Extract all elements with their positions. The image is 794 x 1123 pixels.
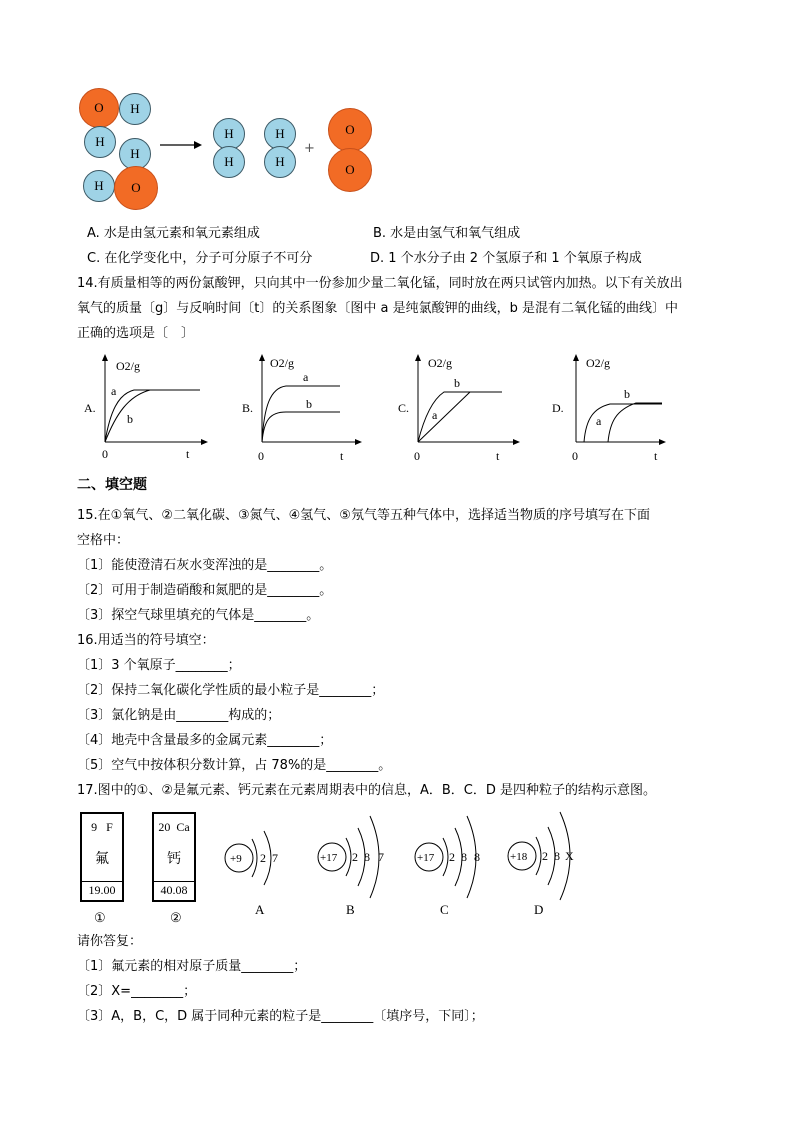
curve-b: [608, 403, 662, 442]
svg-text:+18: +18: [510, 851, 528, 863]
element-number-symbol: 9 F: [91, 820, 113, 834]
q16-line-6: 〔5〕空气中按体积分数计算，占 78%的是________。: [77, 758, 392, 773]
graph-option-label: C.: [398, 401, 410, 415]
q13-option-d: D. 1 个水分子由 2 个氢原子和 1 个氧原子构成: [370, 251, 642, 266]
svg-text:2: 2: [352, 850, 358, 864]
x-axis-label: t: [186, 447, 190, 461]
particle-diagram-c: [412, 808, 502, 922]
x-axis-label: t: [340, 449, 344, 463]
graph-option-label: D.: [552, 401, 564, 415]
element-card-fluorine: [80, 812, 124, 902]
element-mass: 40.08: [154, 881, 194, 898]
q15-line-4: 〔2〕可用于制造硝酸和氮肥的是________。: [77, 583, 333, 598]
svg-text:+9: +9: [230, 853, 242, 865]
hydrogen-atom: H: [83, 170, 115, 202]
card-label: ②: [170, 910, 182, 925]
origin-label: 0: [102, 447, 108, 461]
particle-diagram-d: [504, 806, 594, 922]
q17-intro: 17.图中的①、②是氟元素、钙元素在元素周期表中的信息，A．B．C．D 是四种粒子的结构示意图。: [77, 783, 657, 798]
curve-a: [418, 392, 502, 442]
svg-text:2: 2: [260, 851, 266, 865]
q13-option-c: C. 在化学变化中，分子可分原子不可分: [87, 251, 313, 266]
svg-text:+17: +17: [320, 852, 338, 864]
hydrogen-atom: H: [84, 126, 116, 158]
element-number-symbol: 20 Ca: [158, 820, 190, 834]
curve-b-label: b: [454, 376, 460, 390]
oxygen-atom: O: [328, 108, 372, 152]
oxygen-atom: O: [79, 88, 119, 128]
q15-line-1: 15.在①氧气、②二氧化碳、③氮气、④氢气、⑤氖气等五种气体中，选择适当物质的序号填写在下面: [77, 508, 650, 523]
svg-text:7: 7: [272, 851, 278, 865]
reaction-arrow-icon: [158, 138, 204, 152]
curve-a-label: a: [596, 414, 602, 428]
graph-option-label: B.: [242, 401, 254, 415]
svg-text:A: A: [255, 902, 265, 917]
svg-text:+17: +17: [417, 852, 435, 864]
q17-answer-line-1: 请你答复：: [77, 934, 143, 949]
curve-a: [262, 386, 340, 442]
x-axis-label: t: [654, 449, 658, 463]
svg-text:C: C: [440, 902, 449, 917]
q15-line-2: 空格中：: [77, 533, 130, 548]
svg-text:7: 7: [378, 850, 384, 864]
curve-a: [105, 390, 200, 442]
curve-b-label: b: [306, 397, 312, 411]
q16-line-1: 16.用适当的符号填空：: [77, 633, 215, 648]
curve-b: [262, 412, 340, 442]
element-mass: 19.00: [82, 881, 122, 898]
svg-text:8: 8: [554, 849, 560, 863]
graph-option-label: A.: [84, 401, 96, 415]
q14-line-2: 氧气的质量〔g〕与反响时间〔t〕的关系图象〔图中 a 是纯氯酸钾的曲线，b 是混有二氧化锰的曲线〕中: [77, 301, 678, 316]
q15-line-3: 〔1〕能使澄清石灰水变浑浊的是________。: [77, 558, 333, 573]
q16-line-3: 〔2〕保持二氧化碳化学性质的最小粒子是________；: [77, 683, 385, 698]
svg-text:8: 8: [474, 850, 480, 864]
svg-text:X: X: [565, 849, 574, 863]
curve-b-label: b: [127, 412, 133, 426]
particle-diagram-b: [314, 808, 404, 922]
curve-b-label: b: [624, 387, 630, 401]
graph-c: [396, 352, 526, 464]
particle-diagram-a: [222, 822, 302, 922]
section-title: 二、填空题: [77, 477, 147, 493]
card-label: ①: [94, 910, 106, 925]
q16-line-5: 〔4〕地壳中含量最多的金属元素________；: [77, 733, 333, 748]
hydrogen-atom: H: [119, 138, 151, 170]
svg-text:2: 2: [449, 850, 455, 864]
origin-label: 0: [572, 449, 578, 463]
graph-a: [82, 352, 212, 464]
q17-answer-line-4: 〔3〕A，B，C，D 属于同种元素的粒子是________〔填序号，下同〕；: [77, 1009, 484, 1024]
element-name: 钙: [167, 851, 181, 867]
q13-option-b: B. 水是由氢气和氧气组成: [373, 226, 521, 241]
y-axis-label: O2/g: [428, 356, 452, 370]
curve-a-label: a: [432, 408, 438, 422]
svg-text:B: B: [346, 902, 355, 917]
x-axis-label: t: [496, 449, 500, 463]
svg-text:2: 2: [542, 849, 548, 863]
q17-answer-line-2: 〔1〕氟元素的相对原子质量________；: [77, 959, 307, 974]
oxygen-atom: O: [328, 148, 372, 192]
q14-line-1: 14.有质量相等的两份氯酸钾，只向其中一份参加少量二氧化锰，同时放在两只试管内加热。以下有关放出: [77, 276, 683, 291]
element-card-calcium: [152, 812, 196, 902]
element-name: 氟: [95, 851, 109, 867]
svg-text:8: 8: [364, 850, 370, 864]
q16-line-4: 〔3〕氯化钠是由________构成的；: [77, 708, 281, 723]
origin-label: 0: [414, 449, 420, 463]
curve-a-label: a: [303, 370, 309, 384]
svg-text:8: 8: [461, 850, 467, 864]
curve-a-label: a: [111, 384, 117, 398]
hydrogen-atom: H: [213, 146, 245, 178]
q14-line-3: 正确的选项是〔 〕: [77, 326, 195, 341]
q13-option-a: A. 水是由氢元素和氧元素组成: [87, 226, 260, 241]
hydrogen-atom: H: [213, 118, 245, 150]
graph-d: [552, 352, 682, 464]
hydrogen-atom: H: [264, 118, 296, 150]
q17-answer-line-3: 〔2〕X=________；: [77, 984, 197, 999]
q15-line-5: 〔3〕探空气球里填充的气体是________。: [77, 608, 320, 623]
oxygen-atom: O: [114, 166, 158, 210]
plus-sign: +: [304, 141, 315, 156]
y-axis-label: O2/g: [586, 356, 610, 370]
graph-b: [240, 352, 370, 464]
hydrogen-atom: H: [119, 93, 151, 125]
hydrogen-atom: H: [264, 146, 296, 178]
y-axis-label: O2/g: [116, 359, 140, 373]
y-axis-label: O2/g: [270, 356, 294, 370]
q16-line-2: 〔1〕3 个氧原子________；: [77, 658, 241, 673]
svg-text:D: D: [534, 902, 544, 917]
origin-label: 0: [258, 449, 264, 463]
